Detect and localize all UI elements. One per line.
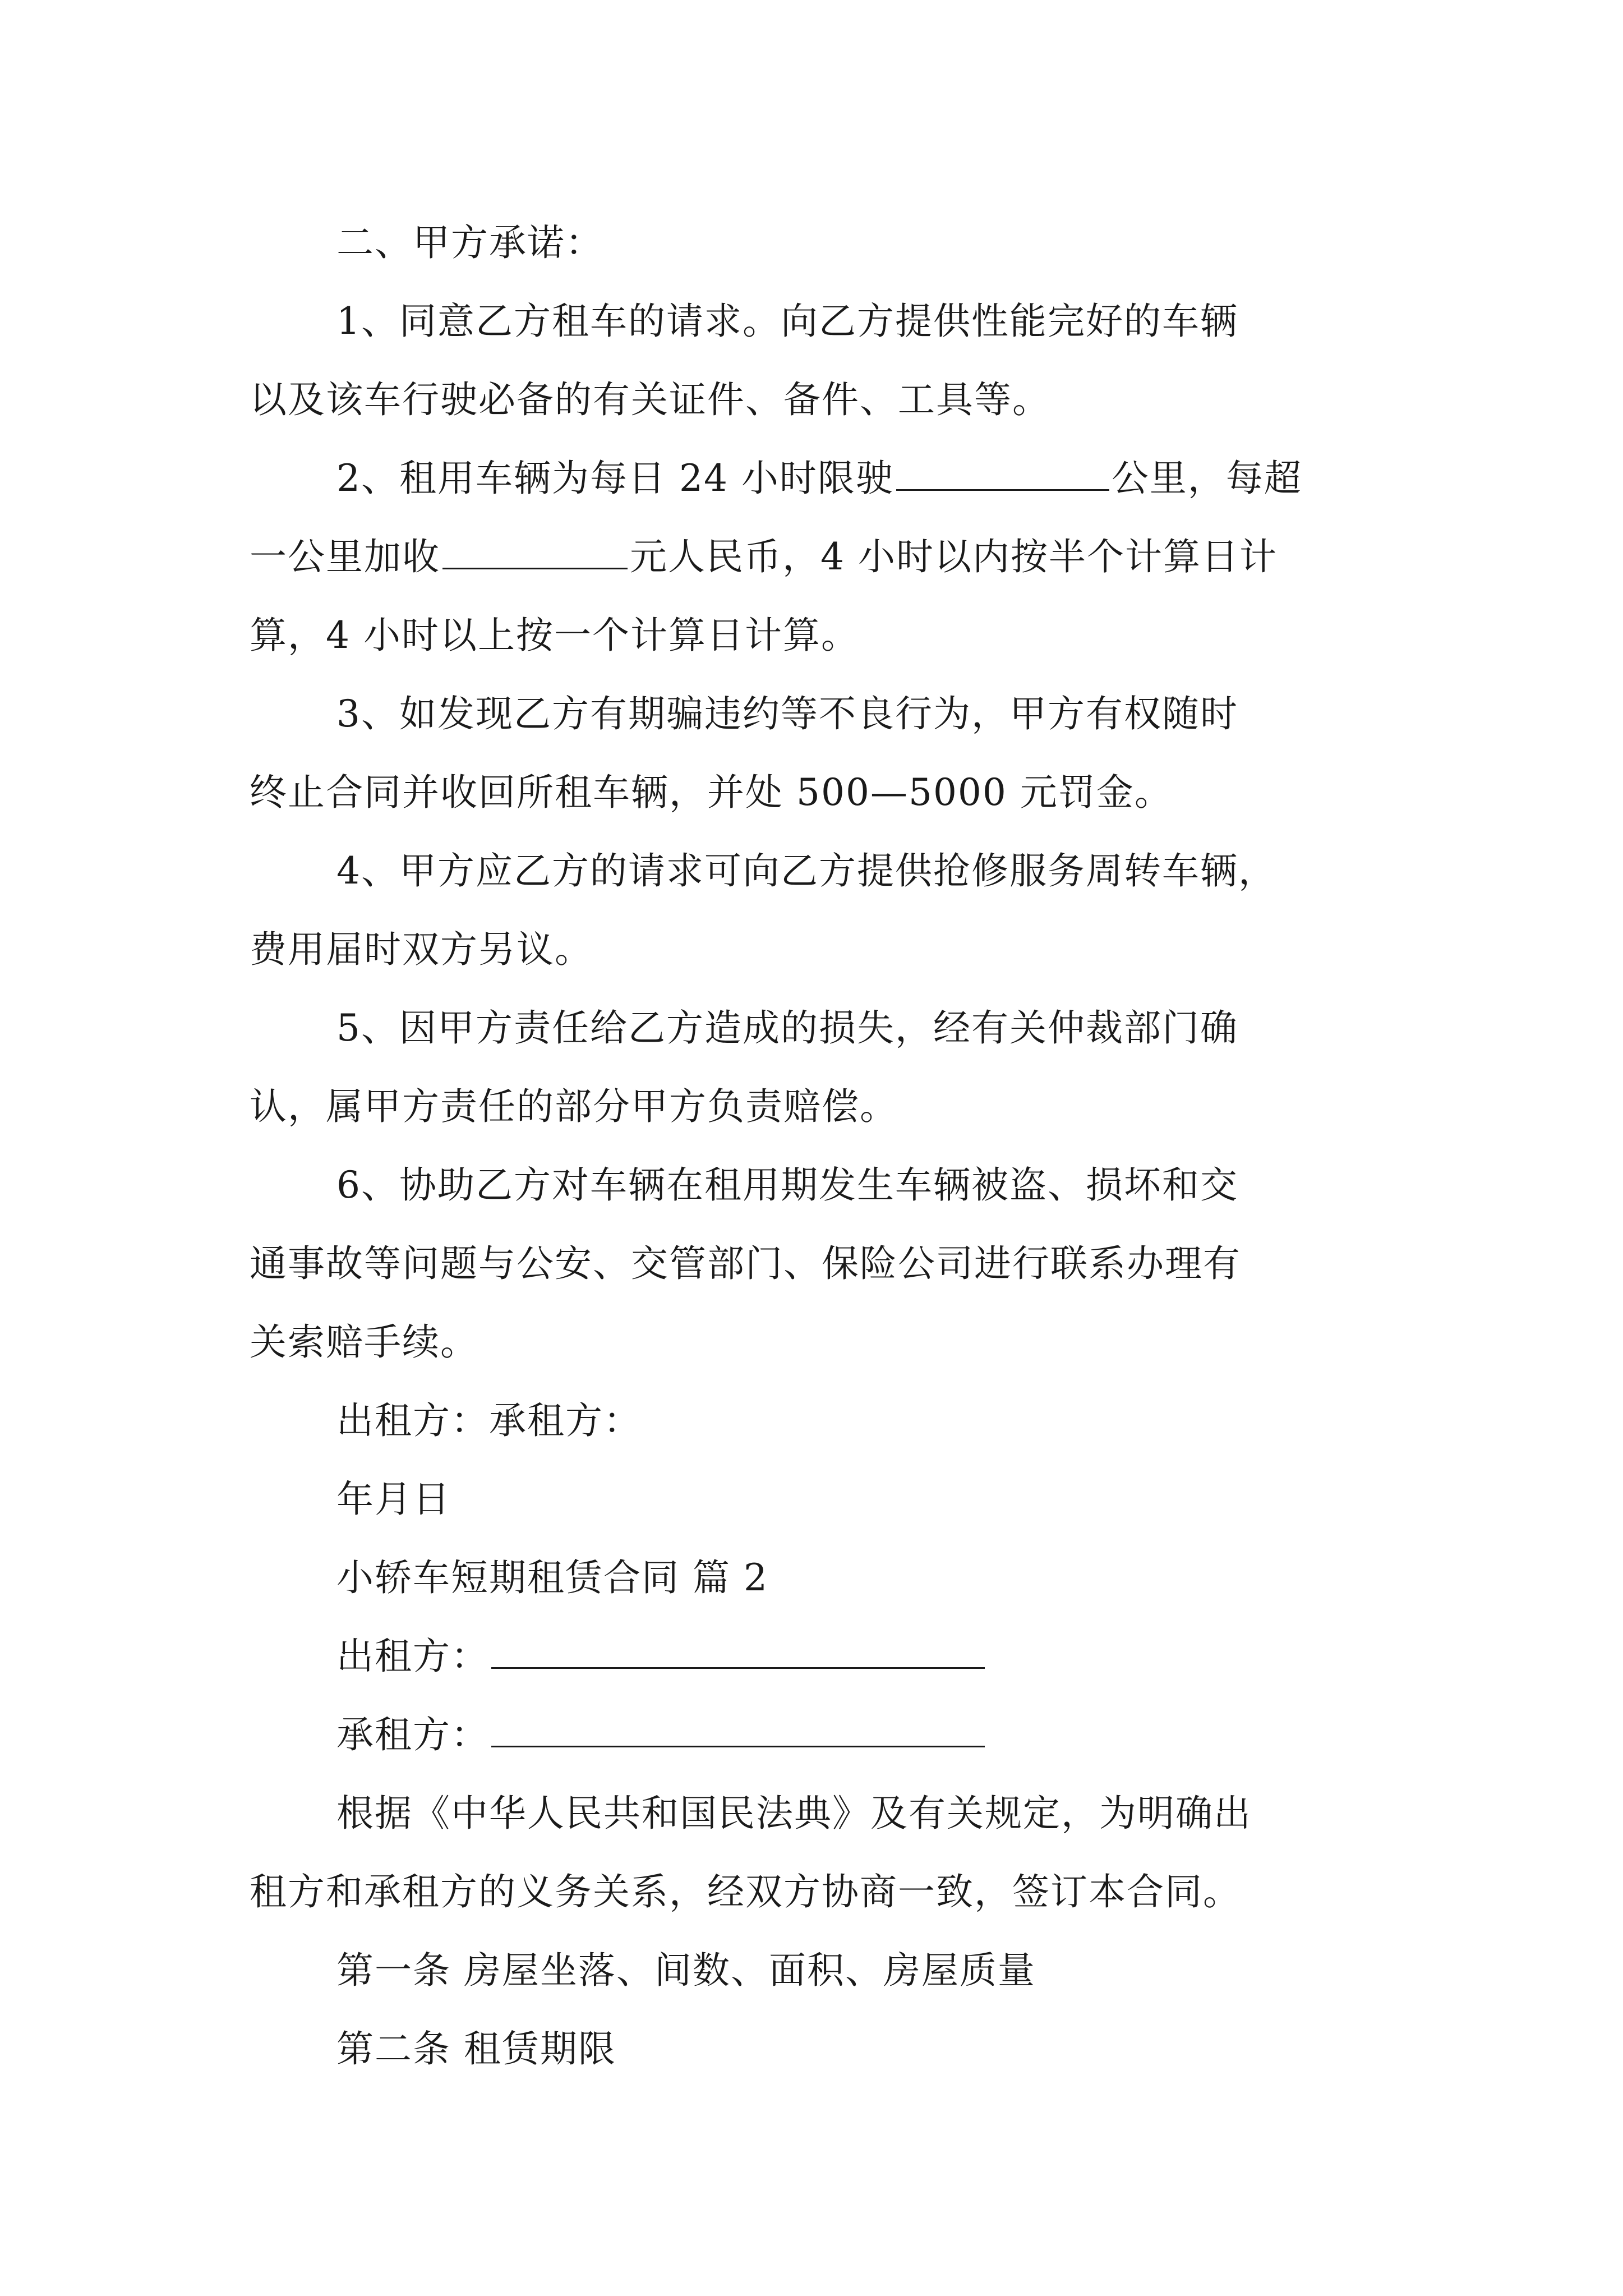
clause-6-line-3 [250, 1309, 478, 1376]
clause-1-text-2: 以及该车行驶必备的有关证件、备件、工具等。 [250, 378, 1050, 421]
lessor-blank [491, 1634, 985, 1669]
clause-4-text-2: 费用届时双方另议。 [250, 928, 593, 971]
signature-parties [336, 1387, 642, 1455]
clause-2-line-2 [250, 523, 1278, 591]
signature-date-text: 年月日 [336, 1478, 451, 1521]
article-1-text: 第一条 房屋坐落、间数、面积、房屋质量 [336, 1949, 1036, 1992]
preamble-line-1 [336, 1780, 1252, 1847]
signature-parties-text: 出租方：承租方： [336, 1399, 642, 1442]
article-1 [336, 1937, 1036, 2004]
section-heading-text: 二、甲方承诺： [336, 221, 603, 264]
clause-6-text-1: 6、协助乙方对车辆在租用期发生车辆被盗、损坏和交 [336, 1163, 1238, 1207]
clause-6-line-1 [336, 1152, 1238, 1219]
clause-5-text-2: 认，属甲方责任的部分甲方负责赔偿。 [250, 1085, 898, 1128]
clause-1-text-1: 1、同意乙方租车的请求。向乙方提供性能完好的车辆 [336, 300, 1238, 343]
lessor-line [336, 1623, 987, 1690]
section-heading [336, 209, 603, 277]
clause-6-text-3: 关索赔手续。 [250, 1320, 478, 1364]
preamble-text-1: 根据《中华人民共和国民法典》及有关规定，为明确出 [336, 1792, 1252, 1835]
km-limit-blank [896, 455, 1109, 491]
clause-5-text-1: 5、因甲方责任给乙方造成的损失，经有关仲裁部门确 [336, 1006, 1238, 1050]
lessee-label: 承租方： [336, 1713, 489, 1756]
clause-6-line-2 [250, 1230, 1241, 1297]
clause-3-text-1: 3、如发现乙方有期骗违约等不良行为，甲方有权随时 [336, 692, 1238, 735]
lessor-label: 出租方： [336, 1635, 489, 1678]
clause-2-text-1b: 公里，每超 [1111, 457, 1302, 500]
clause-4-line-1 [336, 838, 1276, 905]
clause-4-line-2 [250, 916, 593, 983]
clause-2-line-1 [336, 445, 1302, 512]
clause-5-line-1 [336, 995, 1238, 1062]
clause-5-line-2 [250, 1073, 898, 1140]
clause-3-line-2 [250, 759, 1173, 826]
clause-3-text-2: 终止合同并收回所租车辆，并处 500—5000 元罚金。 [250, 771, 1173, 814]
signature-date [336, 1466, 451, 1533]
clause-6-text-2: 通事故等问题与公安、交管部门、保险公司进行联系办理有 [250, 1242, 1241, 1285]
lessee-line [336, 1701, 987, 1769]
clause-2-text-1a: 2、租用车辆为每日 24 小时限驶 [336, 457, 894, 500]
clause-1-line-2 [250, 366, 1050, 434]
clause-2-line-3 [250, 602, 859, 669]
clause-2-text-2b: 元人民币，4 小时以内按半个计算日计 [630, 535, 1278, 578]
article-2 [336, 2016, 616, 2083]
lessee-blank [491, 1712, 985, 1747]
extra-fee-blank [442, 534, 628, 569]
clause-2-text-2a: 一公里加收 [250, 535, 440, 578]
article-2-text: 第二条 租赁期限 [336, 2027, 616, 2070]
clause-4-text-1: 4、甲方应乙方的请求可向乙方提供抢修服务周转车辆， [336, 849, 1276, 892]
contract-2-title-text: 小轿车短期租赁合同 篇 2 [336, 1556, 768, 1599]
contract-2-title [336, 1544, 768, 1612]
clause-3-line-1 [336, 680, 1238, 748]
preamble-line-2 [250, 1858, 1241, 1926]
clause-2-text-3: 算，4 小时以上按一个计算日计算。 [250, 614, 859, 657]
preamble-text-2: 租方和承租方的义务关系，经双方协商一致，签订本合同。 [250, 1870, 1241, 1913]
clause-1-line-1 [336, 288, 1238, 355]
